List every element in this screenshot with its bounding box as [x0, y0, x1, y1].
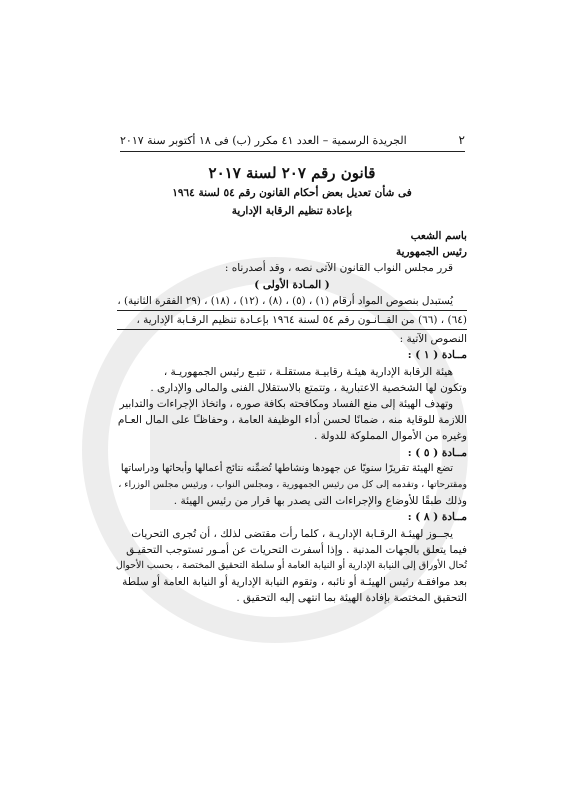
underline-rule: [117, 329, 467, 330]
header-divider: [120, 151, 465, 152]
document-body: [117, 160, 467, 607]
law-subtitle-2: بإعادة تنظيم الرقابة الإدارية: [231, 205, 353, 217]
article-8-line: فيما يتعلق بالجهات المدنية . وإذا أسفرت التحريات عن أمـور تستوجب التحقيـق: [126, 543, 467, 556]
article-8-line: بعد موافقـة رئيس الهيئـة أو نائبه ، وتقوم النيابة الإدارية أو النيابة العامة أو سلطة: [122, 576, 467, 589]
replacement-line-2: (٦٤) ، (٦٦) من القــانـون رقم ٥٤ لسنة ١٩٦٤ بإعـادة تنظيم الرقـابة الإدارية ،: [136, 314, 467, 327]
article-1-line: وتكون لها الشخصية الاعتبارية ، وتتمتع بالاستقلال الفنى والمالى والإدارى .: [150, 381, 467, 394]
law-title: قانون رقم ٢٠٧ لسنة ٢٠١٧: [208, 164, 376, 182]
article-5-line: وذلك طبقًا للأوضاع والإجراءات التى يصدر بها قرار من رئيس الهيئة .: [173, 495, 467, 508]
replacement-line-1: يُستبدل بنصوص المواد أرقام (١) ، (٥) ، (٨) ، (١٢) ، (١٨) ، (٢٩ الفقرة الثانية) ،: [117, 294, 453, 307]
law-subtitle-1: فى شأن تعديل بعض أحكام القانون رقم ٥٤ لسنة ١٩٦٤: [172, 187, 412, 199]
in-the-name-heading: باسم الشعب: [410, 230, 467, 242]
article-8-line: تُحال الأوراق إلى النيابة الإدارية أو النيابة العامة أو سلطة التحقيق المختصة ، بحسب الأحوال: [115, 560, 467, 572]
president-heading: رئيس الجمهورية: [395, 246, 467, 259]
first-article-heading: ( المـادة الأولى ): [254, 278, 330, 291]
enactment-clause: قرر مجلس النواب القانون الآتى نصه ، وقد أصدرناه :: [224, 262, 453, 275]
article-8-line: يجــوز لهيئـة الرقـابة الإداريـة ، كلما رأت مقتضى لذلك ، أن تُجرى التحريات: [131, 527, 453, 540]
article-1-line: وتهدف الهيئة إلى منع الفساد ومكافحته بكافة صوره ، واتخاذ الإجراءات والتدابير: [119, 398, 453, 411]
article-5-heading: مــادة ( ٥ ) :: [407, 446, 467, 459]
publication-line: الجريدة الرسمية – العدد ٤١ مكرر (ب) فى ١٨ أكتوبر سنة ٢٠١٧: [120, 133, 407, 147]
article-1-line: اللازمة للوقاية منه ، ضمانًا لحسن أداء الوظيفة العامة ، وحفاظـًا على المال العـام: [117, 414, 467, 427]
article-5-line: ومقترحاتها ، وتقدمه إلى كل من رئيس الجمهورية ، ومجلس النواب ، ورئيس مجلس الوزراء ،: [118, 479, 467, 491]
article-8-line: التحقيق المختصة بإفادة الهيئة بما انتهى إليه التحقيق .: [236, 592, 467, 605]
running-header: [120, 133, 465, 147]
article-1-line: هيئة الرقابة الإدارية هيئـة رقابيـة مستقلـة ، تتبـع رئيس الجمهوريـة ،: [163, 365, 453, 378]
page-number: ٢: [458, 133, 465, 147]
article-1-line: وغيره من الأموال المملوكة للدولة .: [313, 430, 467, 443]
replacement-line-3: النصوص الآتية :: [399, 333, 467, 346]
article-8-heading: مــادة ( ٨ ) :: [407, 511, 467, 524]
article-5-line: تضع الهيئة تقريرًا سنويًا عن جهودها ونشاطها تُضمِّنه نتائج أعمالها وأبحاثها ودراساتها: [120, 462, 453, 474]
article-1-heading: مــادة ( ١ ) :: [407, 349, 467, 362]
underline-rule: [117, 310, 467, 311]
